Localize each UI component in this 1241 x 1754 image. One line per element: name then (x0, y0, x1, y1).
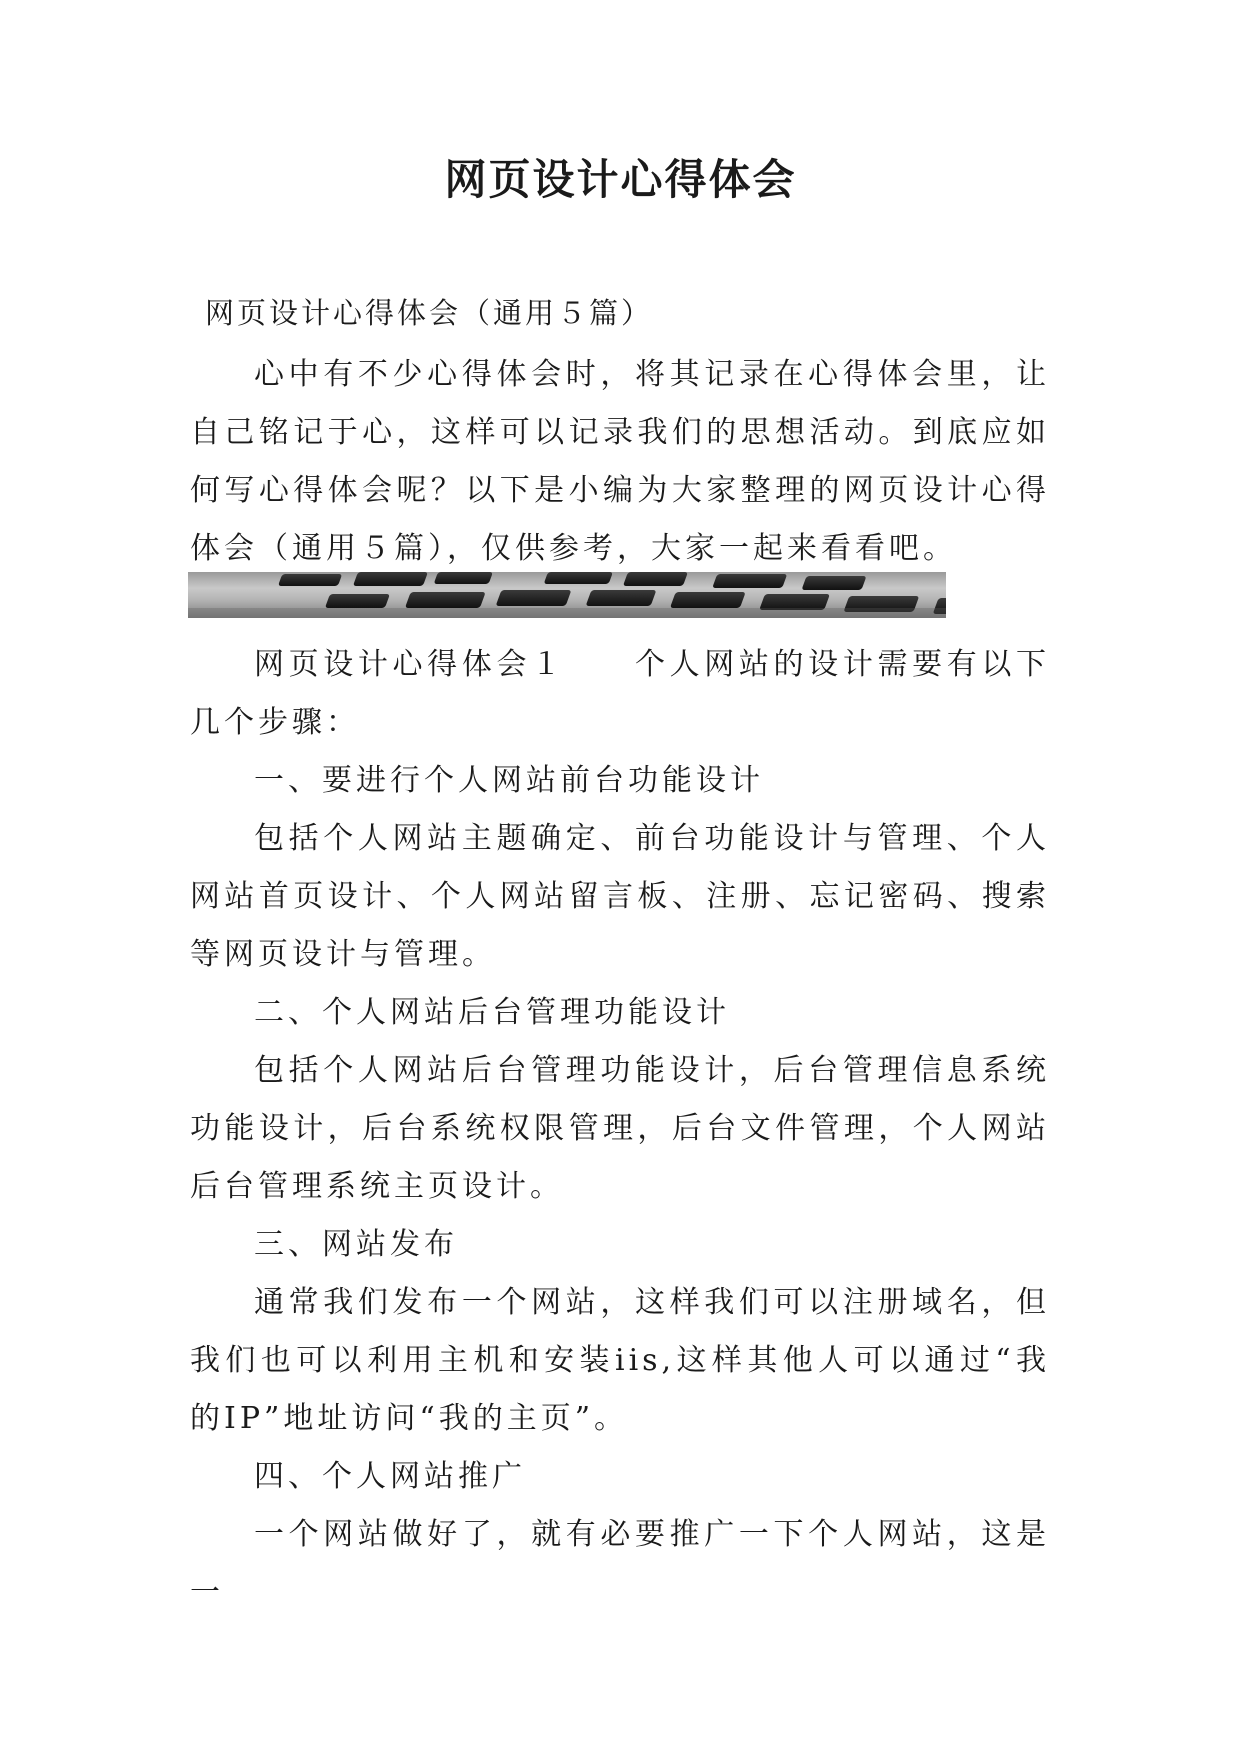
paragraph-4: 通常我们发布一个网站，这样我们可以注册域名，但我们也可以利用主机和安装iis,这样其他人可以通过“我的IP”地址访问“我的主页”。 (190, 1285, 1050, 1436)
paragraph-3: 包括个人网站后台管理功能设计，后台管理信息系统功能设计，后台系统权限管理，后台文件管理，个人网站后台管理系统主页设计。 (190, 1053, 1050, 1204)
heading-2: 二、个人网站后台管理功能设计 (254, 995, 730, 1030)
document-title: 网页设计心得体会 (444, 155, 797, 204)
keyboard-keys-graphic (188, 572, 946, 618)
heading-1: 一、要进行个人网站前台功能设计 (254, 763, 764, 798)
keyboard-photo-icon (188, 572, 946, 618)
paragraph-5: 一个网站做好了，就有必要推广一下个人网站，这是一 (190, 1517, 1050, 1610)
heading-3: 三、网站发布 (254, 1227, 458, 1262)
intro-section (190, 346, 1050, 578)
paragraph-2: 包括个人网站主题确定、前台功能设计与管理、个人网站首页设计、个人网站留言板、注册、忘记密码、搜索等网页设计与管理。 (190, 821, 1050, 972)
document-subtitle: 网页设计心得体会（通用５篇） (205, 296, 654, 330)
intro-paragraph: 心中有不少心得体会时，将其记录在心得体会里，让自己铭记于心，这样可以记录我们的思想活动。到底应如何写心得体会呢？以下是小编为大家整理的网页设计心得体会（通用５篇），仅供参考，大家一起来看看吧。 (190, 357, 1050, 566)
heading-4: 四、个人网站推广 (254, 1459, 526, 1494)
body-section (190, 636, 1050, 1622)
paragraph-1: 网页设计心得体会１ 个人网站的设计需要有以下几个步骤： (190, 647, 1050, 740)
